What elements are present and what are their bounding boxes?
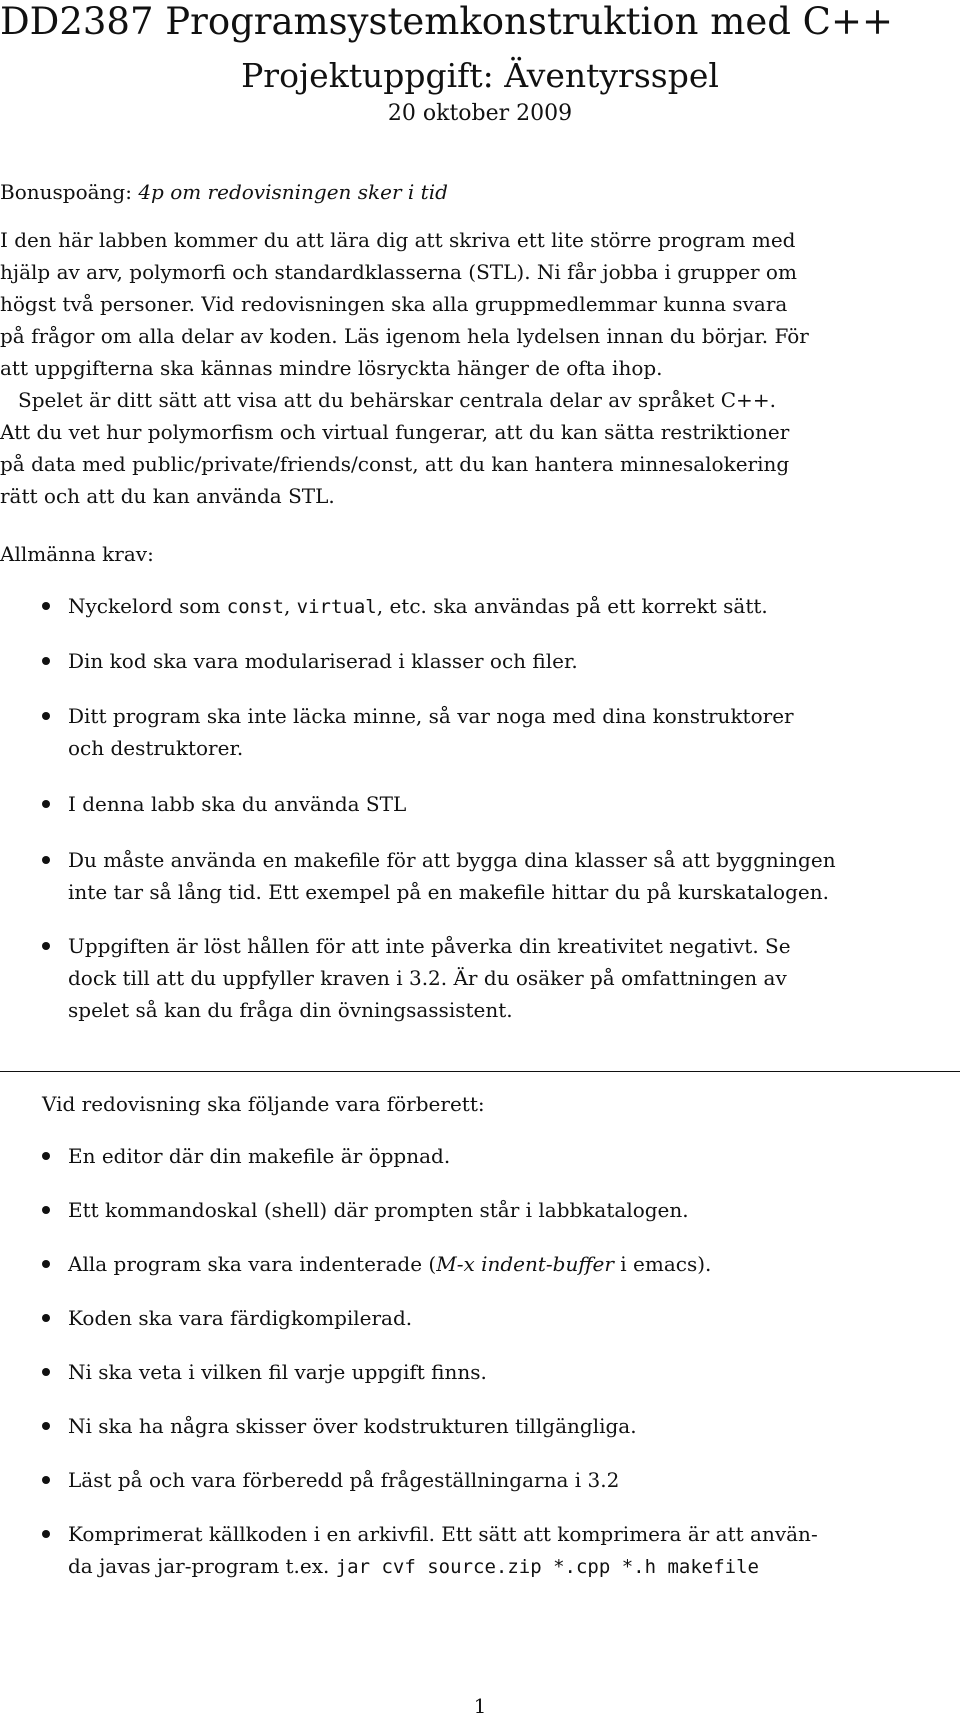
list-item-text: Uppgiften är löst hållen för att inte påverka din kreativitet negativt. Se dock till att du uppfyller kraven i 3.2. Är du osäker på omfattningen av spelet så kan du fråga din övningsassistent.: [68, 934, 791, 1022]
list-item-text: Nyckelord som const, virtual, etc. ska användas på ett korrekt sätt.: [68, 594, 768, 618]
preparation-heading: Vid redovisning ska följande vara förberett:: [42, 1092, 485, 1116]
intro-line: på frågor om alla delar av koden. Läs igenom hela lydelsen innan du börjar. För: [0, 324, 809, 348]
bullet: [42, 1368, 50, 1376]
list-item-text: Koden ska vara färdigkompilerad.: [68, 1306, 413, 1330]
page-number: 1: [473, 1694, 487, 1718]
list-item-text: Du måste använda en makefile för att bygga dina klasser så att byggningen inte tar så lång tid. Ett exempel på en makefile hittar du på kurskatalogen.: [68, 848, 836, 904]
bullet: [42, 712, 50, 720]
bullet: [42, 602, 50, 610]
emacs-command: M-x indent-buffer: [436, 1252, 614, 1276]
list-item-text: Alla program ska vara indenterade (M-x indent-buffer i emacs).: [68, 1252, 712, 1276]
bullet: [42, 800, 50, 808]
bullet: [42, 1206, 50, 1214]
list-item-text: Läst på och vara förberedd på frågeställningarna i 3.2: [68, 1468, 620, 1492]
intro-line: högst två personer. Vid redovisningen ska alla gruppmedlemmar kunna svara: [0, 292, 788, 316]
bullet: [42, 856, 50, 864]
list-item-text: Komprimerat källkoden i en arkivfil. Ett sätt att komprimera är att använ- da javas jar-program t.ex. jar cvf source.zip *.cpp *.h makefile: [68, 1522, 818, 1578]
code-virtual: virtual: [296, 596, 377, 618]
bonus-line: [0, 176, 448, 208]
requirements-heading: Allmänna krav:: [0, 542, 154, 566]
list-item-text: Din kod ska vara modulariserad i klasser och filer.: [68, 649, 578, 673]
list-item-text: En editor där din makefile är öppnad.: [68, 1144, 451, 1168]
intro-line: I den här labben kommer du att lära dig att skriva ett lite större program med: [0, 228, 796, 252]
bullet: [42, 657, 50, 665]
intro-line: Att du vet hur polymorfism och virtual fungerar, att du kan sätta restriktioner: [0, 420, 790, 444]
list-item-text: Ditt program ska inte läcka minne, så var noga med dina konstruktorer och destruktorer.: [68, 704, 794, 760]
bullet: [42, 1314, 50, 1322]
list-item-text: I denna labb ska du använda STL: [68, 792, 407, 816]
list-item-text: Ni ska ha några skisser över kodstrukturen tillgängliga.: [68, 1414, 637, 1438]
document-date: 20 oktober 2009: [387, 101, 573, 126]
intro-line: rätt och att du kan använda STL.: [0, 484, 335, 508]
intro-line: på data med public/private/friends/const, att du kan hantera minnesalokering: [0, 452, 790, 476]
horizontal-rule: [0, 1071, 960, 1072]
bonus-value: 4p om redovisningen sker i tid: [138, 180, 448, 204]
bullet: [42, 1260, 50, 1268]
course-title: DD2387 Programsystemkonstruktion med C++: [0, 0, 893, 43]
intro-paragraph: [0, 224, 960, 512]
intro-line: att uppgifterna ska kännas mindre lösryckta hänger de ofta ihop.: [0, 356, 663, 380]
bonus-label: Bonuspoäng:: [0, 180, 132, 204]
bullet: [42, 1476, 50, 1484]
list-item-text: Ett kommandoskal (shell) där prompten står i labbkatalogen.: [68, 1198, 689, 1222]
code-const: const: [226, 596, 284, 618]
intro-line: Spelet är ditt sätt att visa att du behärskar centrala delar av språket C++.: [18, 388, 776, 412]
bullet: [42, 1152, 50, 1160]
list-item-text: Ni ska veta i vilken fil varje uppgift finns.: [68, 1360, 487, 1384]
bullet: [42, 1422, 50, 1430]
project-title: Projektuppgift: Äventyrsspel: [241, 56, 719, 95]
jar-command: jar cvf source.zip *.cpp *.h makefile: [335, 1556, 759, 1578]
bullet: [42, 1530, 50, 1538]
intro-line: hjälp av arv, polymorfi och standardklasserna (STL). Ni får jobba i grupper om: [0, 260, 797, 284]
bullet: [42, 942, 50, 950]
